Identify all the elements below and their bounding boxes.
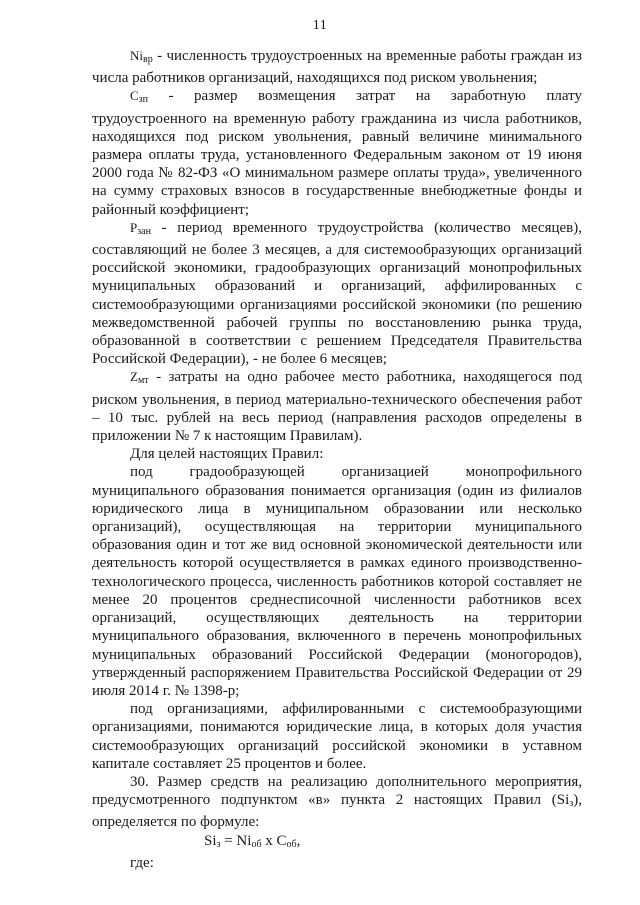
paragraph-text-end: ), определяется по формуле: xyxy=(92,792,582,831)
paragraph-city-forming: под градообразующей организацией монопрофильного муниципального образования понимается организация (один из филиалов юридического лица в муниципальном образовании или несколько организаций), осуществляющая на территории муниципального образования один и тот же вид основной экономической деятельности или деятельность которой осуществляется в рамках единого производственно-технологического процесса, численность работников которой составляет не менее 20 процентов среднесписочной численности работников всех организаций, осуществляющих деятельность на территории муниципального образования, включенного в перечень монопрофильных муниципальных образований Российской Федерации (моногородов), утвержденный распоряжением Правительства Российской Федерации от 29 июля 2014 г. № 1398-р; xyxy=(92,464,582,699)
symbol: С xyxy=(130,88,139,104)
document-body xyxy=(92,47,582,872)
paragraph-c-zp xyxy=(92,87,582,218)
formula-c-subscript: об xyxy=(286,838,297,850)
paragraph-text: - период временного трудоустройства (количество месяцев), составляющий не более 3 месяцев, а для системообразующих организаций российской экономики, градообразующих организаций монопрофильных муниципальных образований и организаций, аффилированных с системообразующими организациями российской экономики (по решению межведомственной рабочей группы по восстановлению рынка труда, образованной в соответствии с решением Председателя Правительства Российской Федерации), - не более 6 месяцев; xyxy=(92,219,582,368)
formula-times: x С xyxy=(261,832,287,849)
paragraph-item-30 xyxy=(92,773,582,832)
formula-lhs-subscript: з xyxy=(216,838,221,850)
paragraph-text: - затраты на одно рабочее место работника, находящегося под риском увольнения, в период материально-технического обеспечения работ – 10 тыс. рублей на весь период (направления расходов определены в приложении № 7 к настоящим Правилам). xyxy=(92,369,582,445)
formula-end: , xyxy=(296,832,301,849)
paragraph-ni-vr xyxy=(92,47,582,87)
formula xyxy=(92,832,582,854)
symbol-subscript: вр xyxy=(143,54,153,65)
paragraph-purpose: Для целей настоящих Правил: xyxy=(130,446,324,463)
formula-ni-subscript: об xyxy=(251,838,262,850)
symbol: Ni xyxy=(130,48,143,63)
where-label: где: xyxy=(130,854,154,871)
paragraph-z-mt xyxy=(92,368,582,445)
symbol: Р xyxy=(130,219,138,235)
paragraph-text: - размер возмещения затрат на заработную плату трудоустроенного на временную работу гражданина из числа работников, находящихся под риском увольнения, равный величине минимального размера оплаты труда, установленного Федеральным законом от 19 июня 2000 года № 82-ФЗ «О минимальном размере оплаты труда», увеличенного на сумму страховых взносов в государственные внебюджетные фонды и районный коэффициент; xyxy=(92,88,582,218)
formula-lhs: Si xyxy=(204,832,217,849)
symbol-subscript: з xyxy=(569,798,574,810)
paragraph-p-zan xyxy=(92,219,582,369)
paragraph-affiliated: под организациями, аффилированными с системообразующими организациями, понимаются юридические лица, в которых доля участия системообразующих организаций российской экономики в уставном капитале составляет 25 процентов и более. xyxy=(92,701,582,772)
symbol-subscript: мт xyxy=(137,375,149,387)
formula-eq: = Ni xyxy=(220,832,252,849)
paragraph-text: - численность трудоустроенных на временные работы граждан из числа работников организаций, находящихся под риском увольнения; xyxy=(92,48,582,87)
symbol-subscript: зп xyxy=(138,94,148,106)
page-number: 11 xyxy=(312,18,328,33)
symbol-subscript: зан xyxy=(137,225,151,237)
paragraph-text: 30. Размер средств на реализацию дополнительного мероприятия, предусмотренного подпунктом «в» пункта 2 настоящих Правил (Si xyxy=(92,773,582,809)
symbol: Z xyxy=(130,369,138,385)
